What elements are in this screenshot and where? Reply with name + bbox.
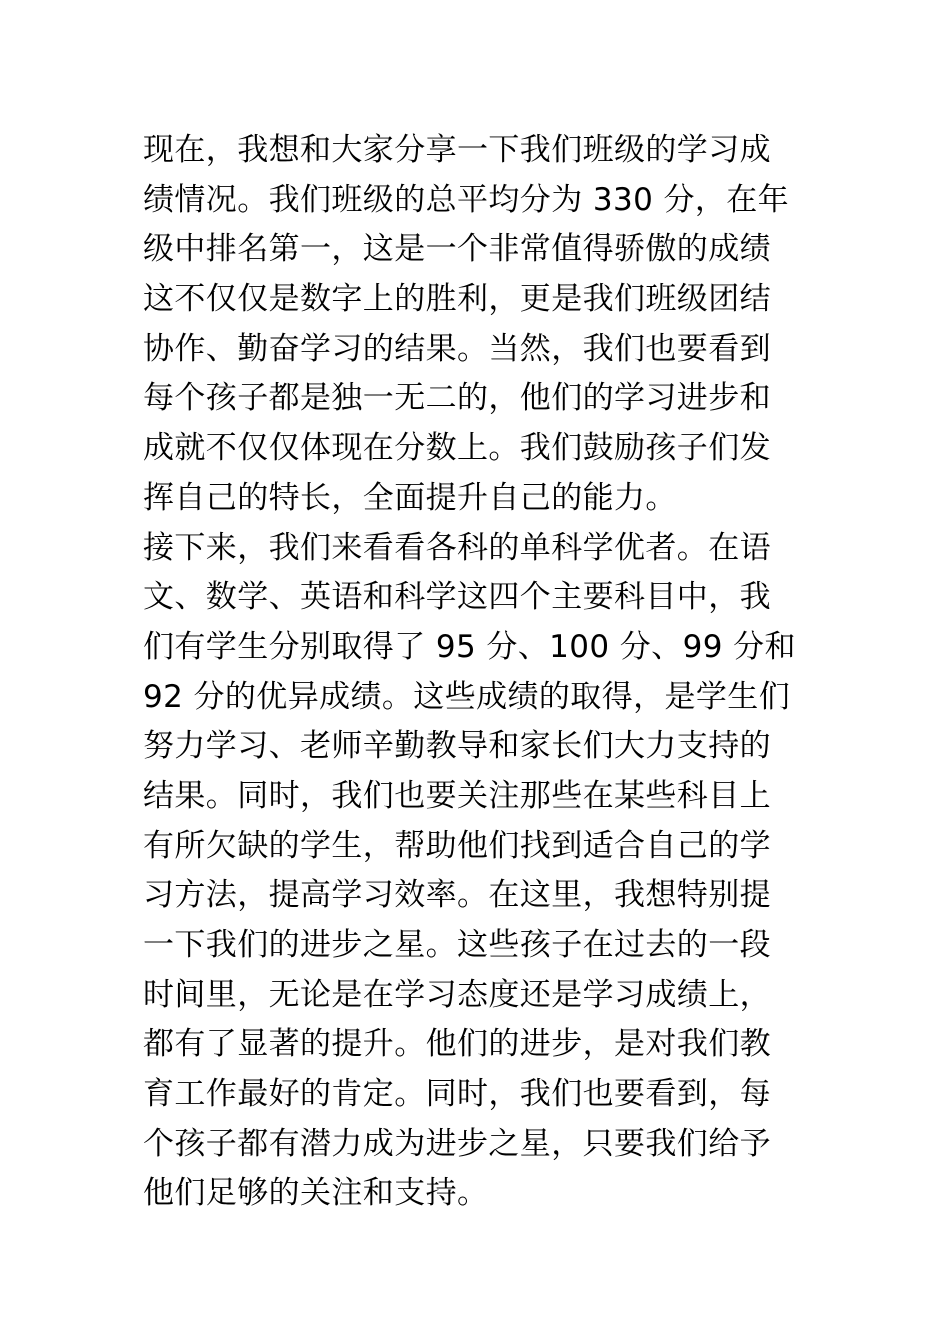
text-line: 努力学习、老师辛勤教导和家长们大力支持的: [143, 728, 771, 765]
text-line: 绩情况。我们班级的总平均分为 330 分，在年: [143, 181, 790, 218]
text-line: 接下来，我们来看看各科的单科学优者。在语: [143, 529, 771, 566]
body-text: [143, 126, 807, 1219]
text-line: 都有了显著的提升。他们的进步，是对我们教: [143, 1026, 771, 1063]
text-line: 每个孩子都是独一无二的，他们的学习进步和: [143, 380, 771, 417]
text-line: 挥自己的特长，全面提升自己的能力。: [143, 479, 677, 516]
text-line: 他们足够的关注和支持。: [143, 1175, 489, 1212]
text-line: 成就不仅仅体现在分数上。我们鼓励孩子们发: [143, 430, 771, 467]
text-line: 个孩子都有潜力成为进步之星，只要我们给予: [143, 1125, 771, 1162]
text-line: 们有学生分别取得了 95 分、100 分、99 分和: [143, 628, 796, 665]
text-line: 这不仅仅是数字上的胜利，更是我们班级团结: [143, 281, 771, 318]
text-line: 有所欠缺的学生，帮助他们找到适合自己的学: [143, 827, 771, 864]
text-line: 文、数学、英语和科学这四个主要科目中，我: [143, 579, 771, 616]
text-line: 级中排名第一，这是一个非常值得骄傲的成绩: [143, 231, 771, 268]
text-line: 结果。同时，我们也要关注那些在某些科目上: [143, 777, 771, 814]
text-line: 协作、勤奋学习的结果。当然，我们也要看到: [143, 330, 771, 367]
text-line: 习方法，提高学习效率。在这里，我想特别提: [143, 877, 771, 914]
text-line: 现在，我想和大家分享一下我们班级的学习成: [143, 132, 771, 168]
text-line: 一下我们的进步之星。这些孩子在过去的一段: [143, 927, 771, 963]
text-line: 92 分的优异成绩。这些成绩的取得，是学生们: [143, 678, 791, 715]
text-line: 育工作最好的肯定。同时，我们也要看到，每: [143, 1076, 771, 1113]
text-line: 时间里，无论是在学习态度还是学习成绩上，: [143, 976, 771, 1013]
